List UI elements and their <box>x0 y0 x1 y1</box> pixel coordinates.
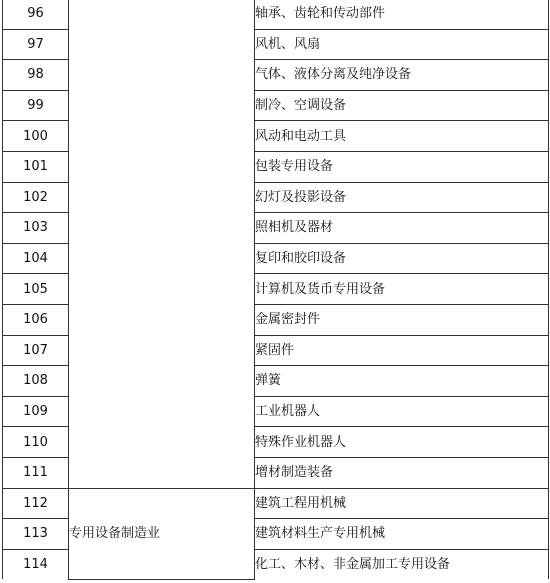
product-name: 制冷、空调设备 <box>255 90 549 121</box>
table-row <box>3 488 549 519</box>
industry-cell <box>69 0 255 488</box>
product-name: 弹簧 <box>255 366 549 397</box>
table-body <box>3 0 549 579</box>
row-number: 98 <box>3 60 69 91</box>
row-number: 106 <box>3 304 69 335</box>
row-number: 96 <box>3 0 69 29</box>
row-number: 104 <box>3 243 69 274</box>
product-name: 复印和胶印设备 <box>255 243 549 274</box>
product-name: 计算机及货币专用设备 <box>255 274 549 305</box>
product-name: 气体、液体分离及纯净设备 <box>255 60 549 91</box>
product-name: 化工、木材、非金属加工专用设备 <box>255 549 549 579</box>
product-name: 紧固件 <box>255 335 549 366</box>
product-name: 工业机器人 <box>255 396 549 427</box>
row-number: 108 <box>3 366 69 397</box>
row-number: 100 <box>3 121 69 152</box>
product-name: 照相机及器材 <box>255 213 549 244</box>
product-name: 风机、风扇 <box>255 29 549 60</box>
product-name: 增材制造装备 <box>255 457 549 488</box>
industry-cell: 专用设备制造业 <box>69 488 255 579</box>
row-number: 112 <box>3 488 69 519</box>
row-number: 111 <box>3 457 69 488</box>
product-name: 建筑工程用机械 <box>255 488 549 519</box>
row-number: 113 <box>3 519 69 550</box>
product-name: 金属密封件 <box>255 304 549 335</box>
product-name: 轴承、齿轮和传动部件 <box>255 0 549 29</box>
row-number: 103 <box>3 213 69 244</box>
row-number: 114 <box>3 549 69 579</box>
row-number: 105 <box>3 274 69 305</box>
product-name: 包装专用设备 <box>255 151 549 182</box>
row-number: 101 <box>3 151 69 182</box>
row-number: 109 <box>3 396 69 427</box>
product-catalog-table <box>2 0 549 580</box>
product-name: 特殊作业机器人 <box>255 427 549 458</box>
table-row <box>3 0 549 29</box>
row-number: 110 <box>3 427 69 458</box>
product-name: 风动和电动工具 <box>255 121 549 152</box>
row-number: 97 <box>3 29 69 60</box>
row-number: 102 <box>3 182 69 213</box>
row-number: 99 <box>3 90 69 121</box>
row-number: 107 <box>3 335 69 366</box>
product-name: 建筑材料生产专用机械 <box>255 519 549 550</box>
product-name: 幻灯及投影设备 <box>255 182 549 213</box>
